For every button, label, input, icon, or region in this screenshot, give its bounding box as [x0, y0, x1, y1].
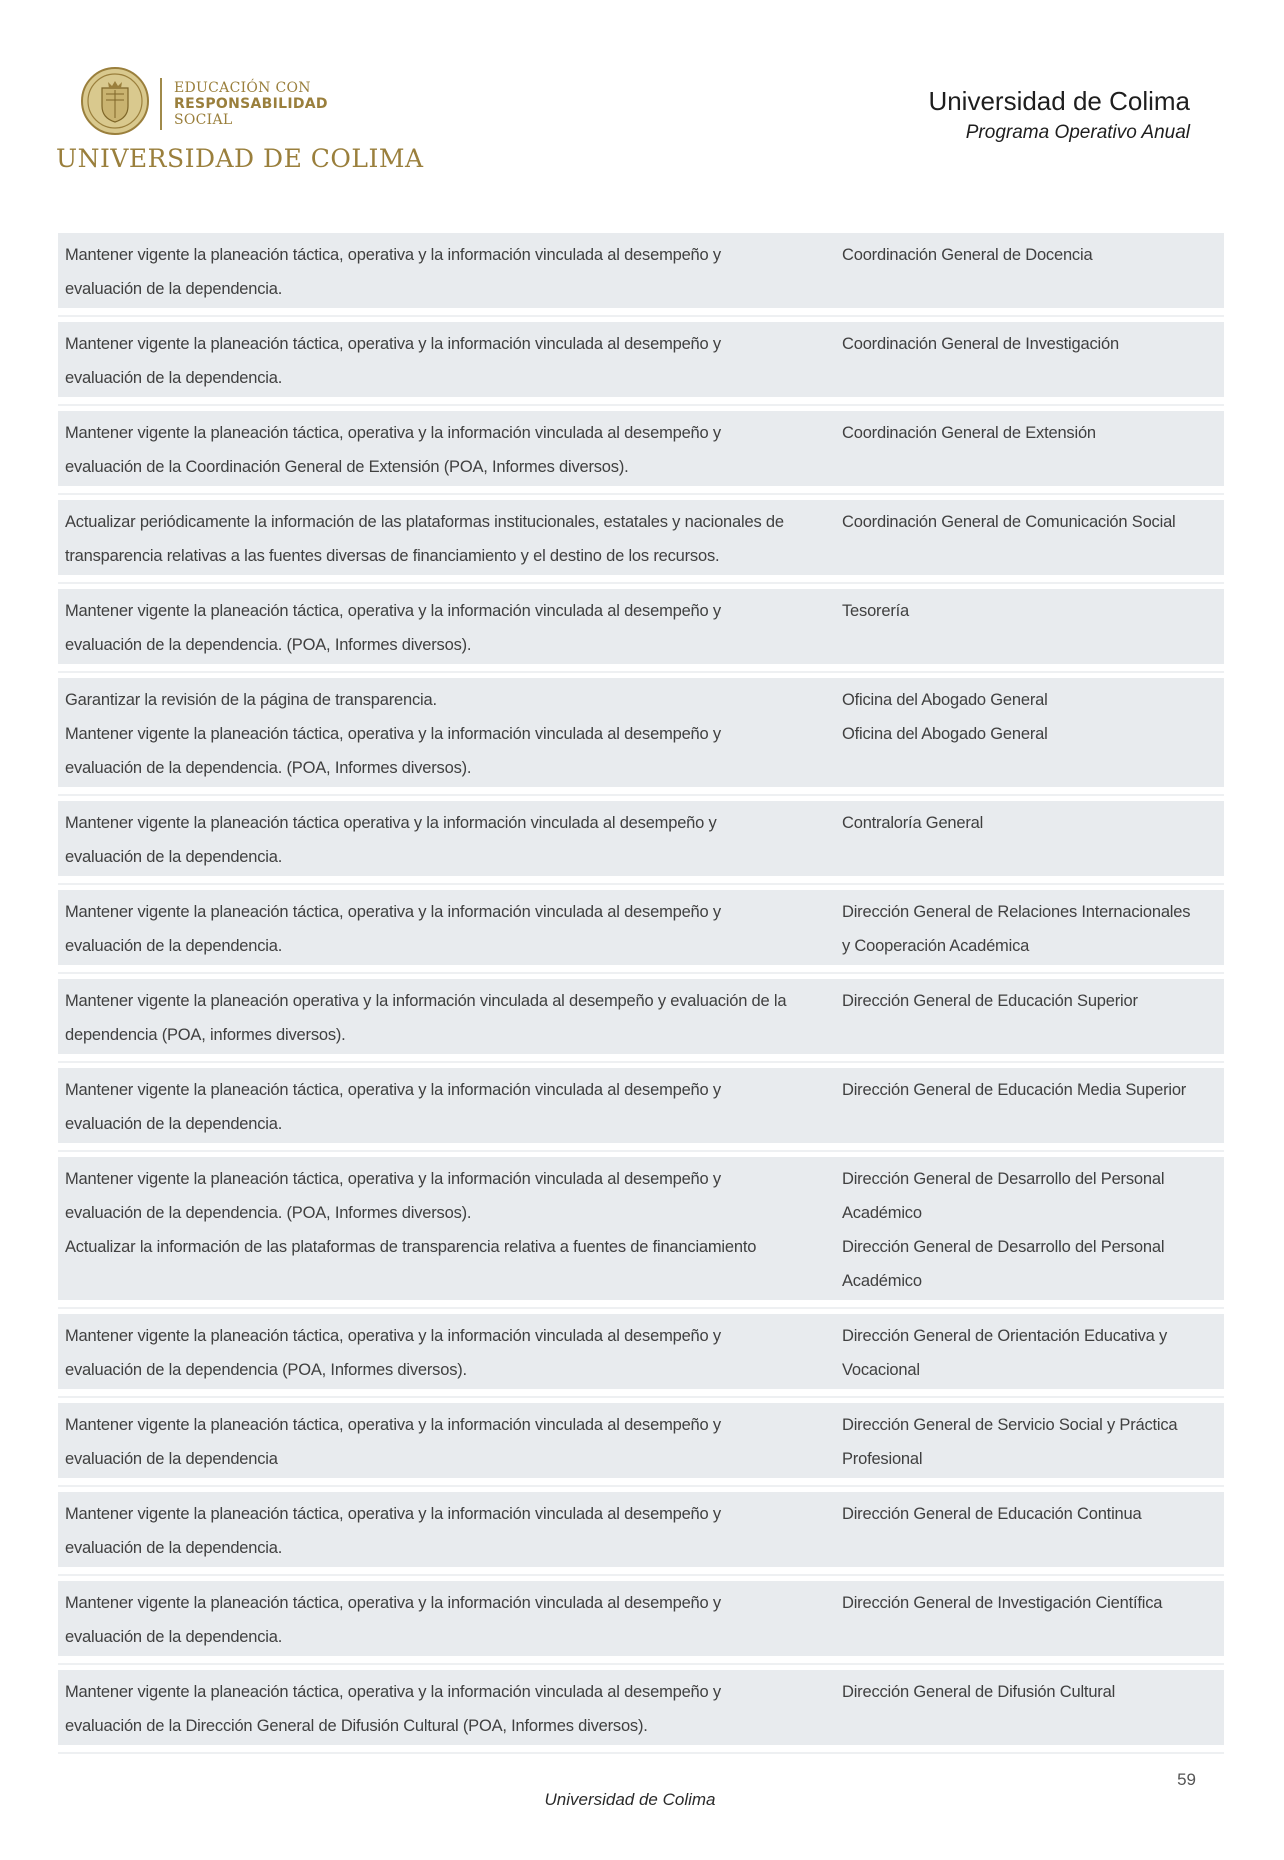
dependency-text: Profesional	[842, 1450, 923, 1468]
dependency-text: Oficina del Abogado General	[842, 691, 1048, 709]
dependency-cell	[836, 801, 1224, 876]
dependency-text: Tesorería	[842, 602, 909, 620]
dependency-text: Coordinación General de Investigación	[842, 335, 1119, 353]
logo-motto-line: EDUCACIÓN CON	[174, 80, 311, 96]
activity-text: Mantener vigente la planeación táctica, operativa y la información vinculada al desempeño y	[65, 424, 721, 442]
activity-cell	[58, 322, 836, 397]
table-row	[58, 1670, 1224, 1745]
activity-cell	[58, 1314, 836, 1389]
dependency-text: Dirección General de Investigación Científica	[842, 1594, 1163, 1612]
activity-cell	[58, 979, 836, 1054]
dependency-text: Dirección General de Servicio Social y Práctica	[842, 1416, 1178, 1434]
activity-cell	[58, 1670, 836, 1745]
dependency-text: Dirección General de Educación Superior	[842, 992, 1138, 1010]
activity-text: evaluación de la dependencia.	[65, 1539, 283, 1557]
dependency-cell	[836, 500, 1224, 575]
document-subtitle: Programa Operativo Anual	[965, 122, 1190, 143]
logo-motto-line: RESPONSABILIDAD	[174, 96, 328, 112]
dependency-text: Dirección General de Desarrollo del Personal	[842, 1238, 1165, 1256]
dependency-cell	[836, 979, 1224, 1054]
activity-cell	[58, 1581, 836, 1656]
table-row	[58, 979, 1224, 1054]
dependency-text: Coordinación General de Docencia	[842, 246, 1093, 264]
activity-cell	[58, 411, 836, 486]
table-row	[58, 411, 1224, 486]
activity-text: Mantener vigente la planeación táctica, operativa y la información vinculada al desempeño y	[65, 1416, 721, 1434]
activity-text: Mantener vigente la planeación táctica, operativa y la información vinculada al desempeño y	[65, 335, 721, 353]
table-row	[58, 233, 1224, 308]
activity-cell	[58, 1157, 836, 1300]
table-row	[58, 1581, 1224, 1656]
logo-divider	[160, 78, 162, 130]
dependency-text: Vocacional	[842, 1361, 920, 1379]
table-row	[58, 1403, 1224, 1478]
activity-text: dependencia (POA, informes diversos).	[65, 1026, 346, 1044]
activity-text: evaluación de la Dirección General de Difusión Cultural (POA, Informes diversos).	[65, 1717, 648, 1735]
table-row	[58, 890, 1224, 965]
activity-text: evaluación de la dependencia. (POA, Informes diversos).	[65, 759, 472, 777]
page-header	[0, 0, 1284, 200]
table-row	[58, 1068, 1224, 1143]
activity-cell	[58, 589, 836, 664]
activity-text: Actualizar periódicamente la información de las plataformas institucionales, estatales y nacionales de	[65, 513, 784, 531]
activity-text: Garantizar la revisión de la página de transparencia.	[65, 691, 437, 709]
logo-motto-line: SOCIAL	[174, 112, 233, 128]
dependency-text: Coordinación General de Extensión	[842, 424, 1096, 442]
activity-cell	[58, 801, 836, 876]
activity-text: Mantener vigente la planeación táctica, operativa y la información vinculada al desempeño y	[65, 725, 721, 743]
activity-text: Mantener vigente la planeación táctica, operativa y la información vinculada al desempeño y	[65, 1505, 721, 1523]
activity-text: evaluación de la dependencia.	[65, 848, 283, 866]
activity-text: evaluación de la Coordinación General de Extensión (POA, Informes diversos).	[65, 458, 629, 476]
responsibilities-table	[58, 233, 1224, 1759]
dependency-text: Dirección General de Desarrollo del Personal	[842, 1170, 1165, 1188]
activity-text: evaluación de la dependencia.	[65, 280, 283, 298]
dependency-text: Coordinación General de Comunicación Social	[842, 513, 1176, 531]
activity-text: Actualizar la información de las plataformas de transparencia relativa a fuentes de financiamiento	[65, 1238, 757, 1256]
table-row	[58, 589, 1224, 664]
dependency-cell	[836, 678, 1224, 787]
activity-text: evaluación de la dependencia. (POA, Informes diversos).	[65, 1204, 472, 1222]
activity-text: evaluación de la dependencia.	[65, 1115, 283, 1133]
table-row	[58, 801, 1224, 876]
activity-cell	[58, 233, 836, 308]
dependency-cell	[836, 322, 1224, 397]
dependency-cell	[836, 589, 1224, 664]
activity-cell	[58, 1403, 836, 1478]
dependency-cell	[836, 1314, 1224, 1389]
page-footer	[0, 1790, 1284, 1810]
activity-text: Mantener vigente la planeación operativa y la información vinculada al desempeño y evaluación de la	[65, 992, 787, 1010]
dependency-text: Dirección General de Educación Continua	[842, 1505, 1142, 1523]
dependency-cell	[836, 1670, 1224, 1745]
table-row	[58, 1492, 1224, 1567]
dependency-cell	[836, 1581, 1224, 1656]
activity-text: evaluación de la dependencia.	[65, 1628, 283, 1646]
dependency-text: Dirección General de Educación Media Superior	[842, 1081, 1187, 1099]
page-number: 59	[1177, 1770, 1196, 1789]
dependency-text: Académico	[842, 1204, 922, 1222]
dependency-text: Dirección General de Difusión Cultural	[842, 1683, 1116, 1701]
dependency-cell	[836, 233, 1224, 308]
dependency-text: Oficina del Abogado General	[842, 725, 1048, 743]
activity-text: Mantener vigente la planeación táctica, operativa y la información vinculada al desempeño y	[65, 246, 721, 264]
dependency-text: Contraloría General	[842, 814, 984, 832]
dependency-cell	[836, 411, 1224, 486]
dependency-cell	[836, 1403, 1224, 1478]
logo-university-name: UNIVERSIDAD DE COLIMA	[56, 144, 424, 173]
dependency-text: Dirección General de Relaciones Internacionales	[842, 903, 1191, 921]
activity-text: Mantener vigente la planeación táctica, operativa y la información vinculada al desempeño y	[65, 1594, 721, 1612]
university-seal-icon	[80, 66, 150, 136]
footer-text: Universidad de Colima	[544, 1790, 716, 1809]
activity-cell	[58, 678, 836, 787]
activity-text: Mantener vigente la planeación táctica, operativa y la información vinculada al desempeño y	[65, 1170, 721, 1188]
dependency-text: Académico	[842, 1272, 922, 1290]
activity-text: Mantener vigente la planeación táctica operativa y la información vinculada al desempeño y	[65, 814, 717, 832]
activity-cell	[58, 500, 836, 575]
activity-text: Mantener vigente la planeación táctica, operativa y la información vinculada al desempeño y	[65, 903, 721, 921]
activity-text: Mantener vigente la planeación táctica, operativa y la información vinculada al desempeño y	[65, 1081, 721, 1099]
document-title: Universidad de Colima	[928, 86, 1190, 116]
table-row	[58, 1157, 1224, 1300]
activity-cell	[58, 890, 836, 965]
activity-text: evaluación de la dependencia.	[65, 369, 283, 387]
dependency-cell	[836, 890, 1224, 965]
table-row	[58, 1314, 1224, 1389]
activity-cell	[58, 1492, 836, 1567]
dependency-cell	[836, 1492, 1224, 1567]
dependency-text: y Cooperación Académica	[842, 937, 1030, 955]
activity-text: Mantener vigente la planeación táctica, operativa y la información vinculada al desempeño y	[65, 1683, 721, 1701]
logo-motto	[174, 80, 328, 128]
table-row	[58, 322, 1224, 397]
activity-text: evaluación de la dependencia (POA, Informes diversos).	[65, 1361, 467, 1379]
university-logo	[56, 64, 424, 174]
activity-text: transparencia relativas a las fuentes diversas de financiamiento y el destino de los recursos.	[65, 547, 720, 565]
activity-text: evaluación de la dependencia.	[65, 937, 283, 955]
dependency-text: Dirección General de Orientación Educativa y	[842, 1327, 1168, 1345]
activity-text: Mantener vigente la planeación táctica, operativa y la información vinculada al desempeño y	[65, 602, 721, 620]
activity-text: evaluación de la dependencia	[65, 1450, 278, 1468]
dependency-cell	[836, 1157, 1224, 1300]
table-row	[58, 500, 1224, 575]
activity-text: evaluación de la dependencia. (POA, Informes diversos).	[65, 636, 472, 654]
activity-text: Mantener vigente la planeación táctica, operativa y la información vinculada al desempeño y	[65, 1327, 721, 1345]
table-row	[58, 678, 1224, 787]
activity-cell	[58, 1068, 836, 1143]
dependency-cell	[836, 1068, 1224, 1143]
